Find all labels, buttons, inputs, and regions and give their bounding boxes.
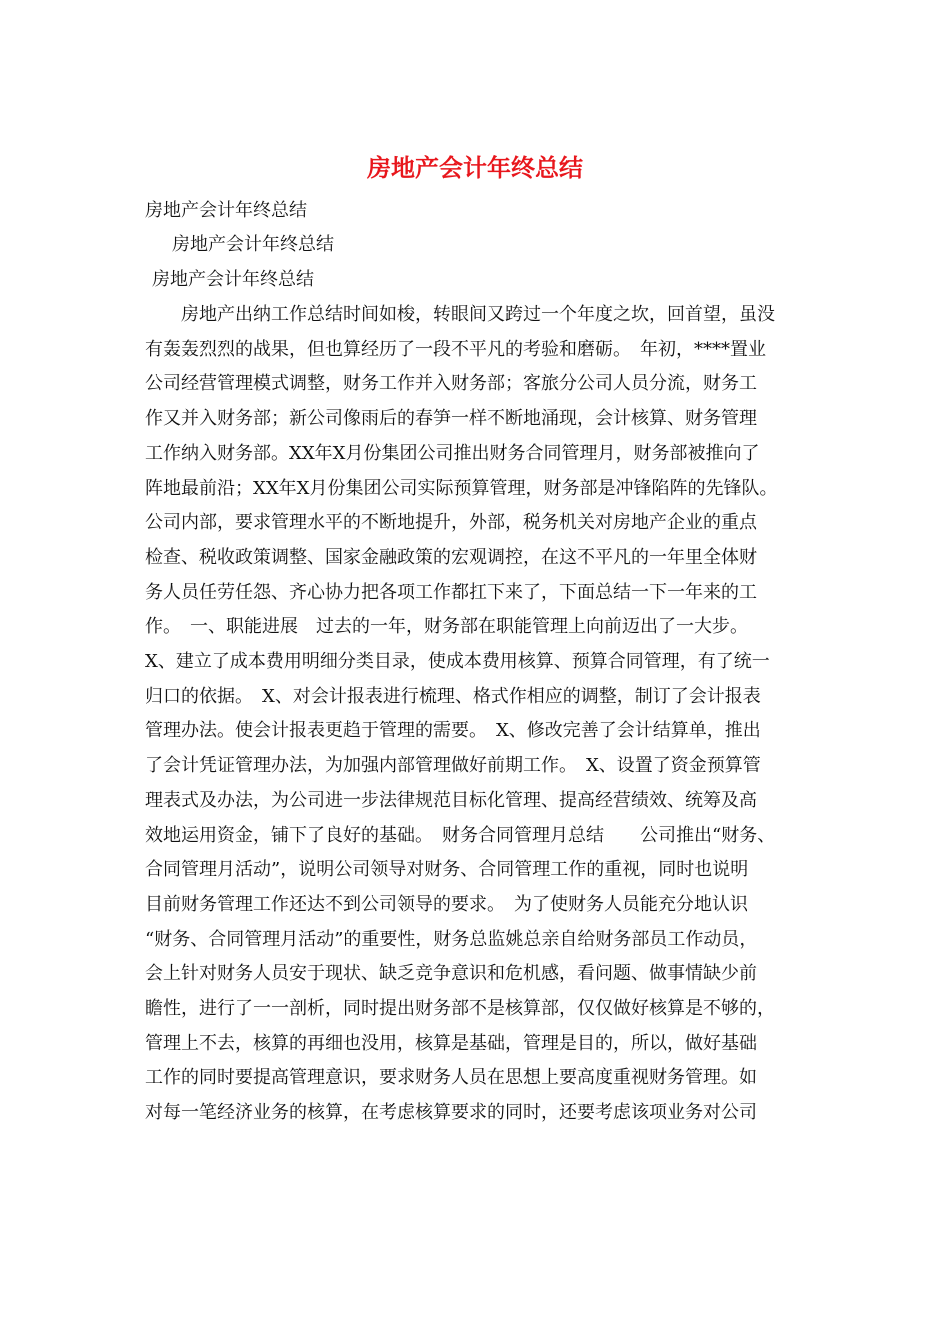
body-line: 作。 一、职能进展 过去的一年，财务部在职能管理上向前迈出了一大步。 <box>145 616 748 638</box>
body-line: 检查、税收政策调整、国家金融政策的宏观调控，在这不平凡的一年里全体财 <box>145 546 757 568</box>
body-paragraph <box>145 298 810 1131</box>
body-line: 有轰轰烈烈的战果，但也算经历了一段不平凡的考验和磨砺。 年初，****置业 <box>145 338 766 360</box>
subheading-1: 房地产会计年终总结 <box>145 200 307 221</box>
body-line: 瞻性，进行了一一剖析，同时提出财务部不是核算部，仅仅做好核算是不够的， <box>145 998 775 1020</box>
body-line: 管理办法。使会计报表更趋于管理的需要。 X、修改完善了会计结算单，推出 <box>145 720 761 742</box>
body-line: 了会计凭证管理办法，为加强内部管理做好前期工作。 X、设置了资金预算管 <box>145 755 761 777</box>
body-line: 目前财务管理工作还达不到公司领导的要求。 为了使财务人员能充分地认识 <box>145 893 748 915</box>
body-line: X、建立了成本费用明细分类目录，使成本费用核算、预算合同管理，有了统一 <box>145 651 770 673</box>
body-line: 工作的同时要提高管理意识，要求财务人员在思想上要高度重视财务管理。如 <box>145 1067 757 1089</box>
body-line: 工作纳入财务部。XX年X月份集团公司推出财务合同管理月，财务部被推向了 <box>145 442 760 464</box>
body-line: 理表式及办法，为公司进一步法律规范目标化管理、提高经营绩效、统筹及高 <box>145 789 757 811</box>
body-line: 作又并入财务部；新公司像雨后的春笋一样不断地涌现，会计核算、财务管理 <box>145 408 757 430</box>
body-line: 公司内部，要求管理水平的不断地提升，外部，税务机关对房地产企业的重点 <box>145 512 757 534</box>
subheading-2: 房地产会计年终总结 <box>172 234 334 255</box>
body-line: “财务、合同管理月活动”的重要性，财务总监姚总亲自给财务部员工作动员， <box>145 928 758 950</box>
body-line: 归口的依据。 X、对会计报表进行梳理、格式作相应的调整，制订了会计报表 <box>145 685 761 707</box>
body-line: 会上针对财务人员安于现状、缺乏竞争意识和危机感，看问题、做事情缺少前 <box>145 963 757 985</box>
body-line: 对每一笔经济业务的核算，在考虑核算要求的同时，还要考虑该项业务对公司 <box>145 1102 757 1124</box>
body-line: 阵地最前沿；XX年X月份集团公司实际预算管理，财务部是冲锋陷阵的先锋队。 <box>145 477 778 499</box>
body-line: 房地产出纳工作总结时间如梭，转眼间又跨过一个年度之坎，回首望，虽没 <box>145 304 775 325</box>
body-line: 合同管理月活动”，说明公司领导对财务、合同管理工作的重视，同时也说明 <box>145 859 749 881</box>
body-line: 公司经营管理模式调整，财务工作并入财务部；客旅分公司人员分流，财务工 <box>145 373 757 395</box>
body-line: 务人员任劳任怨、齐心协力把各项工作都扛下来了，下面总结一下一年来的工 <box>145 581 757 603</box>
body-line: 效地运用资金，铺下了良好的基础。 财务合同管理月总结 公司推出“财务、 <box>145 824 776 846</box>
subheading-3: 房地产会计年终总结 <box>152 269 314 290</box>
body-line: 管理上不去，核算的再细也没用，核算是基础，管理是目的，所以，做好基础 <box>145 1032 757 1054</box>
document-title: 房地产会计年终总结 <box>367 153 583 182</box>
